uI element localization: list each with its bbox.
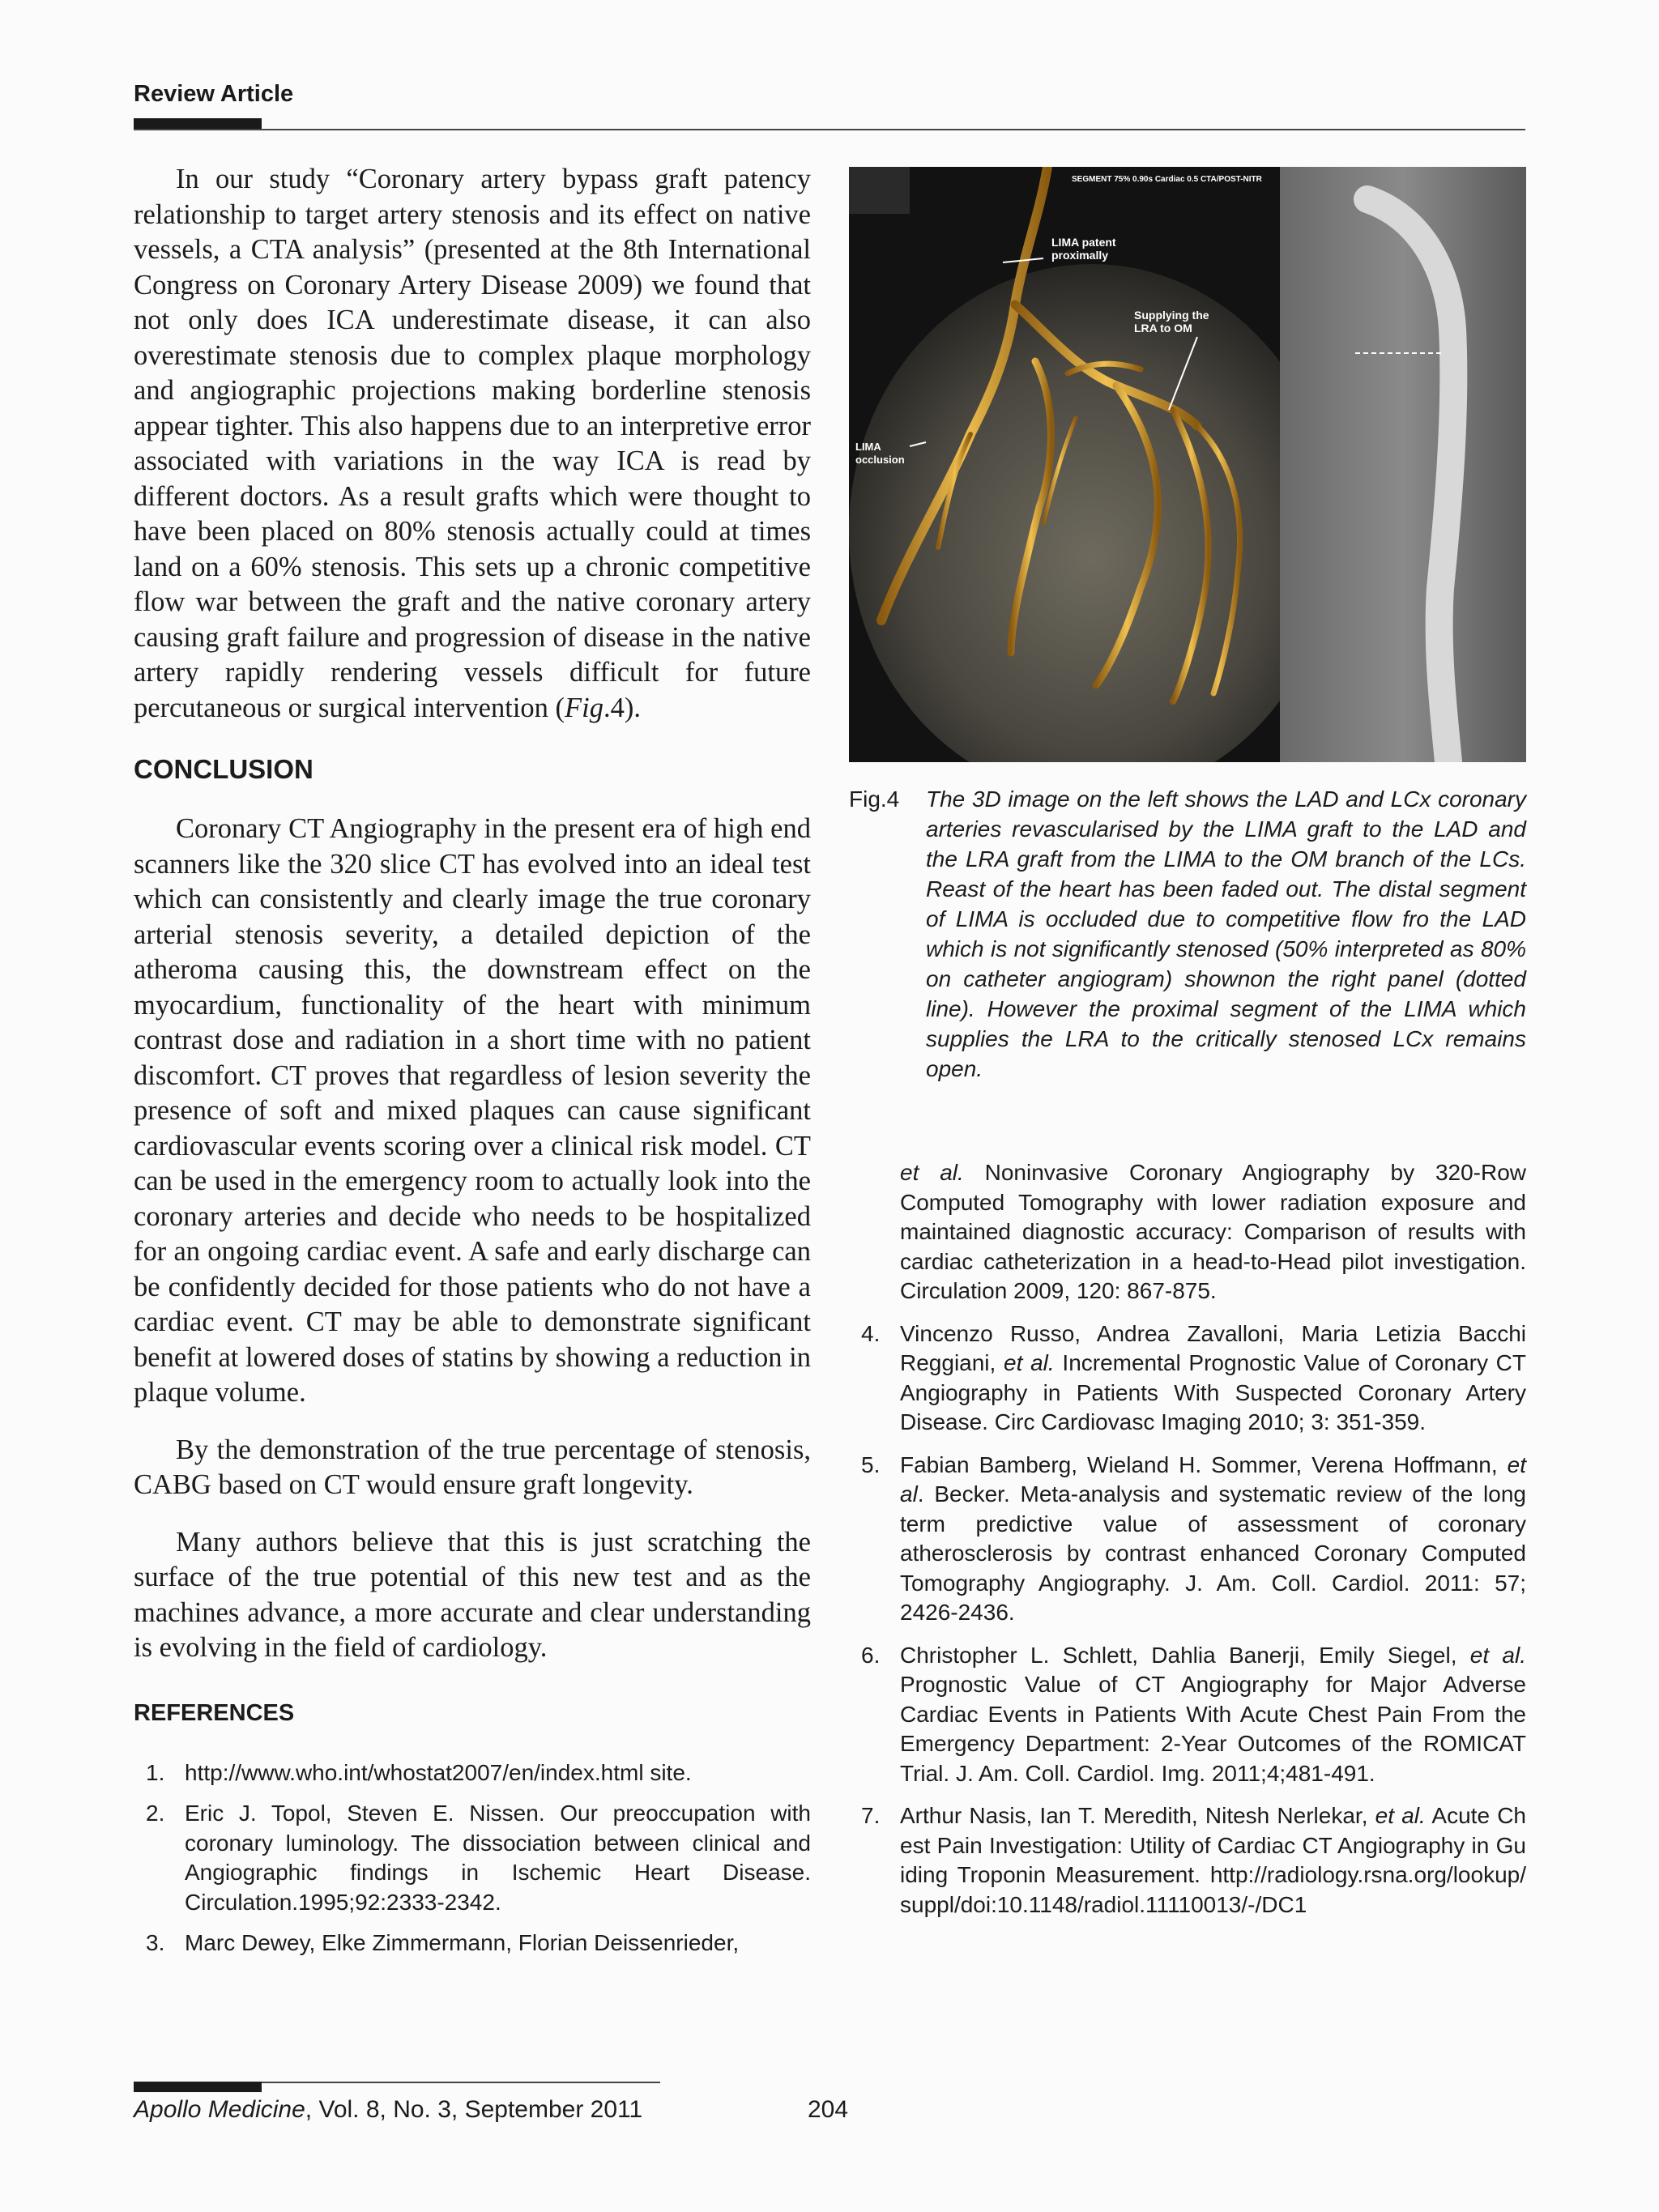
note-supplying-line1: Supplying the [1134,309,1209,322]
conclusion-heading: CONCLUSION [134,754,313,784]
reference-etal: et al. [1469,1642,1526,1668]
conclusion-paragraph-1: Coronary CT Angiography in the present era of high end scanners like the 320 slice CT has evolved into an ideal test which can consistently and clearly image the true coronary arterial stenosis severity, a detailed depiction of the atheroma causing this, the downstream effect on the myocardium, functionality of the heart with minimum contrast dose and radiation in a short time with no patient discomfort. CT proves that regardless of lesion severity the presence of soft and mixed plaques can cause significant cardiovascular events scoring over a clinical risk model. CT can be used in the emergency room to actually look into the coronary arteries and decide who needs to be hospitalized for an ongoing cardiac event. A safe and early discharge can be confidently decided for those patients who do not have a cardiac event. CT may be able to demonstrate significant benefit at lowered doses of statins by showing a reduction in plaque volume. [134,813,811,1408]
reference-text: . Becker. Meta-analysis and systematic review of the long term predictive value of assessment of coronary atherosclerosis by contrast enhanced Coronary Computed Tomography Angiography. J. Am. Coll. Cardiol. 2011: 57; 2426-2436. [900,1481,1526,1625]
caption-label: Fig.4 [849,786,900,812]
reference-list-right [849,1158,1526,1920]
page-number: 204 [808,2096,849,2123]
note-lima-patent-line2: proximally [1051,249,1109,262]
reference-number: 3. [146,1930,165,1955]
header-rule-accent [134,118,262,130]
scan-label: SEGMENT 75% 0.90s Cardiac 0.5 CTA/POST-NITR [1072,175,1262,184]
right-panel-background [1280,167,1526,762]
conclusion-paragraph-2: By the demonstration of the true percentage of stenosis, CABG based on CT would ensure graft longevity. [134,1434,811,1500]
reference-item [849,1641,1526,1789]
intro-text: In our study “Coronary artery bypass graft patency relationship to target artery stenosis and its effect on native vessels, a CTA analysis” (presented at the 8th International Congress on Coronary Artery Disease 2009) we found that not only does ICA underestimate disease, it can also overestimate stenosis due to complex plaque morphology and angiographic projections making borderline stenosis appear tighter. This also happens due to an interpretive error associated with variations in the way ICA is read by different doctors. As a result grafts which were thought to have been placed on 80% stenosis actually could at times land on a 60% stenosis. This sets up a chronic competitive flow war between the graft and the native coronary artery causing graft failure and progression of disease in the native artery rapidly rendering vessels difficult for future percutaneous or surgical intervention ( [134,164,811,723]
note-lima-occlusion-line1: LIMA [855,441,881,453]
reference-etal: et al. [1004,1350,1055,1375]
reference-text: Noninvasive Coronary Angiography by 320-Row Computed Tomography with lower radiation exposure and maintained diagnostic accuracy: Comparison of results with cardiac catheterization in a head-to-Head pilot investigation. Circulation 2009, 120: 867-875. [900,1160,1527,1303]
note-lima-patent-line1: LIMA patent [1051,236,1116,249]
caption-text: The 3D image on the left shows the LAD and LCx coronary arteries revascularised by the LIMA graft to the LAD and the LRA graft from the LIMA to the OM branch of the LCs. Reast of the heart has been faded out. The distal segment of LIMA is occluded due to competitive flow fro the LAD which is not significantly stenosed (50% interpreted as 80% on catheter angiogram) shownon the right panel (dotted line). However the proximal segment of the LIMA which supplies the LRA to the critically stenosed LCx remains open. [926,786,1526,1081]
reference-item [134,1758,811,1788]
reference-etal: et al. [1375,1803,1426,1828]
right-column-references [849,1158,1526,1920]
reference-number: 6. [861,1642,881,1668]
reference-text: Incremental Prognostic Value of Coronary CT Angiography in Patients With Suspected Coronary Artery Disease. Circ Cardiovasc Imaging 2010; 3: 351-359. [900,1350,1526,1434]
reference-list-left [134,1758,811,1958]
figure-4-image [849,167,1526,762]
reference-number: 1. [146,1759,165,1785]
journal-issue: , Vol. 8, No. 3, September 2011 [305,2096,643,2123]
reference-number: 2. [146,1801,165,1826]
reference-authors: Vincenzo Russo, Andrea Zavalloni, Maria Letizia Bacchi Reggiani, [900,1320,1526,1375]
header-rule [134,129,1525,130]
reference-authors: Christopher L. Schlett, Dahlia Banerji, Emily Siegel, [900,1642,1470,1668]
note-supplying-line2: LRA to OM [1134,322,1192,335]
angiography-render [849,167,1526,762]
figure-caption [849,784,1526,1084]
reference-item [134,1799,811,1917]
section-label: Review Article [134,81,294,107]
note-lima-occlusion-line2: occlusion [855,454,905,466]
reference-text: Eric J. Topol, Steven E. Nissen. Our preoccupation with coronary luminology. The dissociation between clinical and Angiographic findings in Ischemic Heart Disease. Circulation.1995;92:2333-2342. [185,1801,811,1915]
intro-paragraph [134,162,811,726]
footer-rule-accent [134,2082,262,2092]
corner-block [849,167,910,214]
reference-authors: Arthur Nasis, Ian T. Meredith, Nitesh Nerlekar, [900,1803,1375,1828]
reference-authors: Fabian Bamberg, Wieland H. Sommer, Verena Hoffmann, [900,1451,1508,1477]
conclusion-paragraph-3: Many authors believe that this is just scratching the surface of the true potential of this new test and as the machines advance, a more accurate and clear understanding is evolving in the field of cardiology. [134,1526,811,1663]
left-column [134,162,811,1958]
reference-text-with-link[interactable]: Acute Chest Pain Investigation: Utility of Cardiac CT Angiography in Guiding Troponin Measurement. http://radiology.rsna.org/lookup/suppl/doi:10.1148/radiol.11110013/-/DC1 [900,1803,1526,1917]
journal-name: Apollo Medicine [134,2096,305,2123]
figure-reference[interactable]: Fig [565,692,603,723]
reference-link[interactable]: http://www.who.int/whostat2007/en/index.html site. [185,1759,692,1785]
footer-journal [134,2096,642,2124]
references-heading: REFERENCES [134,1699,295,1726]
reference-item [849,1319,1526,1438]
reference-text: Prognostic Value of CT Angiography for Major Adverse Cardiac Events in Patients With Acute Chest Pain From the Emergency Department: 2-Year Outcomes of the ROMICAT Trial. J. Am. Coll. Cardiol. Img. 2011;4;481-491. [900,1672,1526,1786]
intro-text-end: .4). [603,692,641,723]
reference-etal: et al [900,1451,1526,1507]
reference-number: 5. [861,1451,881,1477]
reference-number: 4. [861,1320,881,1346]
reference-text: Marc Dewey, Elke Zimmermann, Florian Deissenrieder, [185,1930,740,1955]
reference-number: 7. [861,1803,881,1828]
reference-item [849,1801,1526,1920]
reference-item [134,1929,811,1958]
reference-etal: et al. [900,1160,964,1185]
reference-item-continued [849,1158,1526,1306]
reference-item [849,1451,1526,1628]
